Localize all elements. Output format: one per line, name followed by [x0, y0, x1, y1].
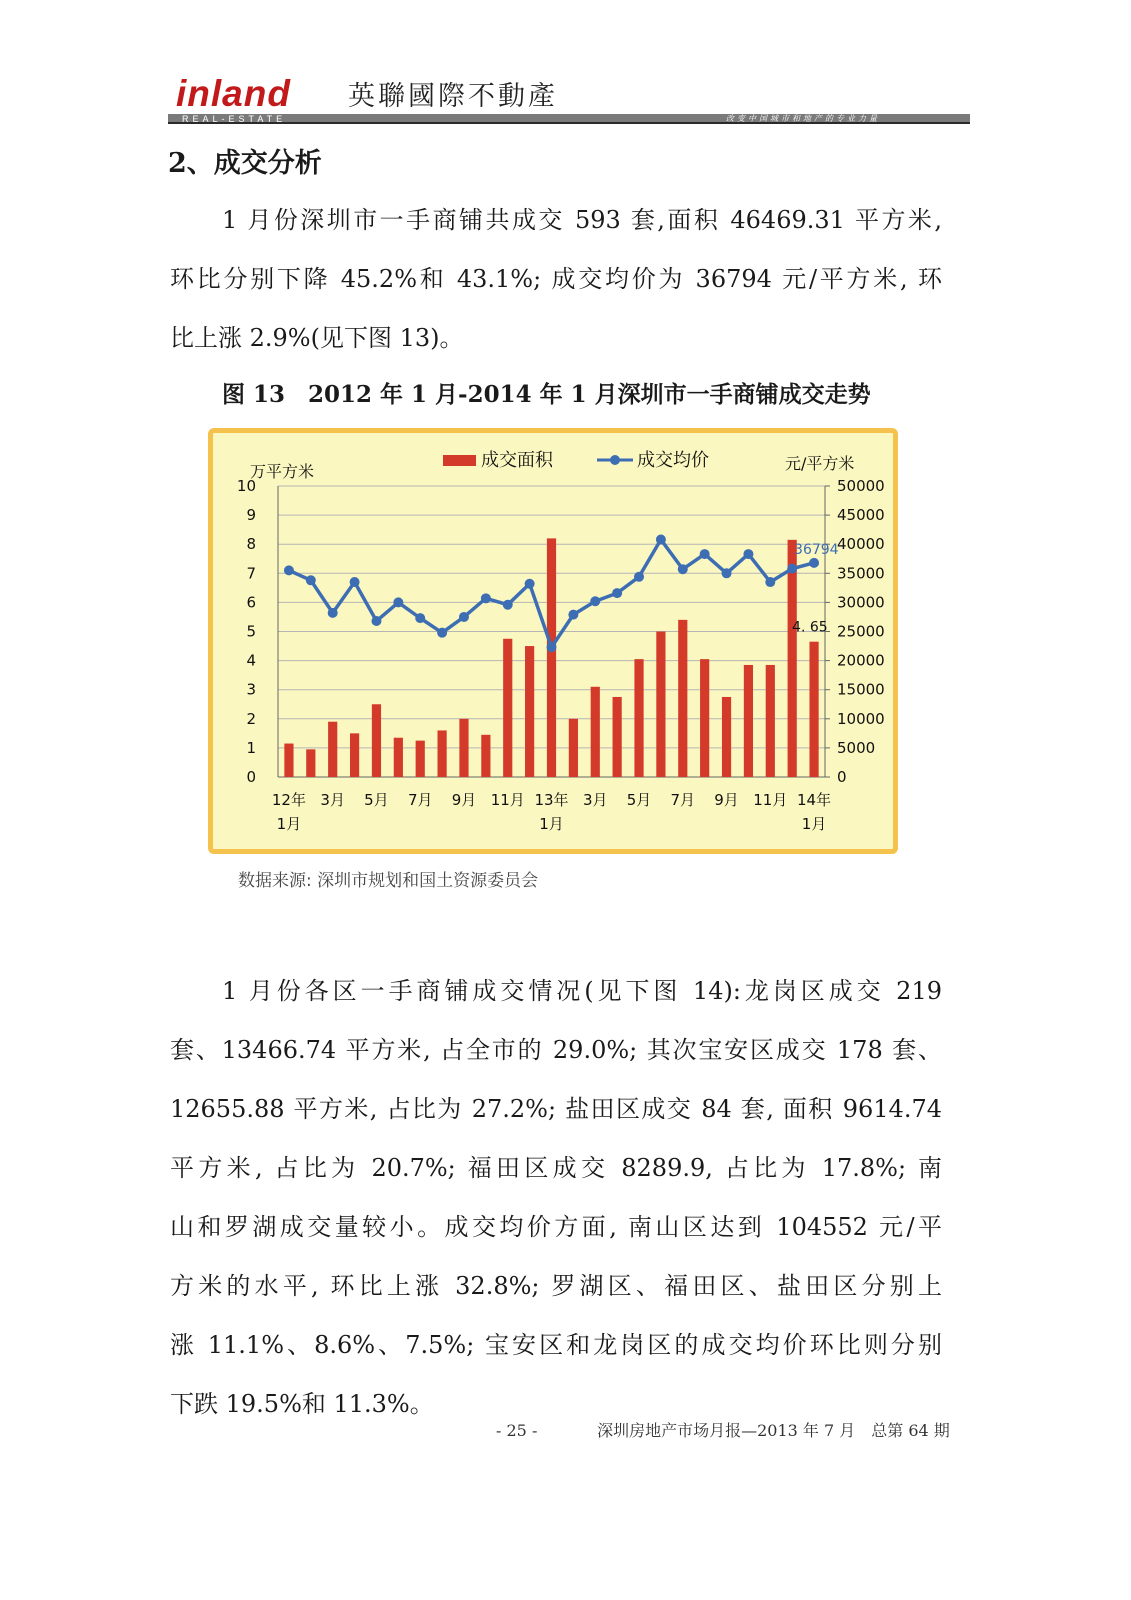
bar: [372, 704, 381, 777]
price-point: [328, 608, 338, 618]
x-tick-label: 1月: [539, 815, 564, 833]
y-right-tick-label: 50000: [837, 477, 885, 495]
bar: [438, 730, 447, 777]
bar: [809, 642, 818, 777]
legend-label-price: 成交均价: [637, 450, 709, 471]
price-point: [590, 596, 600, 606]
bar: [700, 659, 709, 777]
y-left-tick-label: 10: [236, 477, 256, 495]
price-point: [459, 612, 469, 622]
y-left-tick-label: 7: [246, 564, 256, 583]
price-point: [393, 597, 403, 607]
price-point: [678, 564, 688, 574]
y-left-tick-label: 5: [246, 622, 256, 641]
report-title: 深圳房地产市场月报—2013 年 7 月 总第 64 期: [597, 1421, 950, 1440]
bar: [284, 744, 293, 777]
price-point: [371, 616, 381, 626]
price-point: [743, 549, 753, 559]
x-tick-label: 7月: [407, 791, 433, 809]
bar: [591, 687, 600, 777]
paragraph-district: [170, 962, 942, 1434]
y-left-tick-label: 3: [246, 680, 256, 699]
paragraph-line: 比上涨 2.9%(见下图 13)。: [170, 324, 464, 352]
price-point: [306, 575, 316, 585]
price-point: [437, 628, 447, 638]
y-left-tick-label: 0: [246, 768, 256, 786]
price-point: [656, 535, 666, 545]
y-right-tick-label: 0: [837, 768, 847, 786]
y-right-tick-label: 15000: [837, 680, 885, 699]
price-point: [284, 565, 294, 575]
bar: [525, 646, 534, 777]
section-title: 2、成交分析: [168, 148, 322, 179]
bar: [722, 697, 731, 777]
bar: [634, 659, 643, 777]
x-tick-label: 11月: [753, 791, 788, 809]
y-right-tick-label: 10000: [837, 709, 885, 728]
bar: [766, 665, 775, 777]
paragraph-line: 山和罗湖成交量较小。成交均价方面, 南山区达到 104552 元/平: [170, 1213, 942, 1241]
header-slogan: 改变中国城市和地产的专业力量: [726, 114, 880, 123]
y-left-axis-title: 万平方米: [250, 462, 315, 481]
price-point: [634, 572, 644, 582]
legend-swatch-bar: [443, 455, 476, 466]
bar: [744, 665, 753, 777]
y-right-tick-label: 5000: [837, 738, 876, 757]
y-left-tick-label: 4: [246, 651, 256, 670]
x-tick-label: 7月: [670, 791, 696, 809]
y-right-axis-title: 元/平方米: [785, 454, 855, 473]
price-point: [765, 577, 775, 587]
price-point: [503, 600, 513, 610]
paragraph-line: 12655.88 平方米, 占比为 27.2%; 盐田区成交 84 套, 面积 9614.74: [170, 1095, 942, 1123]
price-point: [547, 642, 557, 652]
page-footer: [496, 1418, 950, 1444]
paragraph-line: 套、13466.74 平方米, 占全市的 29.0%; 其次宝安区成交 178 套、: [170, 1036, 942, 1064]
y-right-tick-label: 25000: [837, 622, 885, 641]
paragraph-line: 方米的水平, 环比上涨 32.8%; 罗湖区、福田区、盐田区分别上: [170, 1272, 942, 1300]
price-point: [700, 549, 710, 559]
chart-panel: [208, 428, 898, 854]
bar: [459, 719, 468, 777]
bar: [306, 749, 315, 777]
paragraph-line: 下跌 19.5%和 11.3%。: [170, 1390, 434, 1418]
figure-caption: 图 13 2012 年 1 月-2014 年 1 月深圳市一手商铺成交走势: [222, 381, 871, 408]
price-point: [787, 564, 797, 574]
brand-logo-subtitle: REAL-ESTATE: [182, 114, 287, 124]
x-tick-label: 12年: [271, 791, 306, 809]
legend-swatch-point: [610, 455, 620, 465]
paragraph-line: 涨 11.1%、8.6%、7.5%; 宝安区和龙岗区的成交均价环比则分别: [170, 1331, 942, 1359]
x-tick-label: 5月: [364, 791, 389, 809]
price-point: [809, 558, 819, 568]
bar: [678, 620, 687, 777]
bar: [350, 733, 359, 777]
bar: [481, 735, 490, 777]
bar: [503, 639, 512, 777]
y-right-tick-label: 35000: [837, 564, 885, 583]
x-tick-label: 3月: [582, 791, 608, 809]
price-point: [525, 579, 535, 589]
x-tick-label: 9月: [451, 791, 477, 809]
bar: [788, 540, 797, 777]
y-right-tick-label: 45000: [837, 506, 885, 525]
y-left-tick-label: 6: [246, 593, 256, 612]
price-point: [350, 577, 360, 587]
y-left-tick-label: 2: [246, 709, 256, 728]
x-tick-label: 13年: [534, 791, 569, 809]
bar: [547, 538, 556, 777]
paragraph-line: 1 月份深圳市一手商铺共成交 593 套,面积 46469.31 平方米,: [222, 206, 942, 234]
y-left-tick-label: 1: [246, 738, 256, 757]
y-right-tick-label: 30000: [837, 593, 885, 612]
page-number: - 25 -: [496, 1421, 538, 1440]
y-left-tick-label: 9: [246, 506, 256, 525]
y-left-tick-label: 8: [246, 535, 256, 554]
brand-logo-chinese: 英聯國際不動產: [348, 81, 558, 112]
x-tick-label: 1月: [801, 815, 827, 833]
x-tick-label: 9月: [714, 791, 739, 809]
bar: [656, 632, 665, 778]
area-data-label: 4. 65: [792, 619, 828, 636]
price-data-label: 36794: [794, 541, 839, 558]
x-tick-label: 3月: [320, 791, 345, 809]
x-tick-label: 5月: [626, 791, 652, 809]
bar: [394, 738, 403, 777]
x-tick-label: 14年: [797, 791, 832, 809]
price-point: [481, 593, 491, 603]
paragraph-line: 平方米, 占比为 20.7%; 福田区成交 8289.9, 占比为 17.8%; 南: [170, 1154, 942, 1182]
price-point: [415, 613, 425, 623]
paragraph-line: 1 月份各区一手商铺成交情况(见下图 14):龙岗区成交 219: [222, 977, 942, 1005]
data-source-note: 数据来源: 深圳市规划和国土资源委员会: [238, 871, 539, 891]
page-header: [168, 74, 970, 124]
x-tick-label: 11月: [490, 791, 525, 809]
price-point: [568, 610, 578, 620]
y-right-tick-label: 20000: [837, 651, 885, 670]
y-right-tick-label: 40000: [837, 535, 885, 554]
price-point: [722, 568, 732, 578]
x-tick-label: 1月: [276, 815, 302, 833]
price-point: [612, 588, 622, 598]
bar: [569, 719, 578, 777]
legend-label-area: 成交面积: [481, 450, 553, 471]
brand-logo-word: inland: [176, 73, 291, 114]
bar-line-chart: [213, 433, 893, 849]
bar: [416, 741, 425, 777]
bar: [328, 722, 337, 777]
paragraph-line: 环比分别下降 45.2%和 43.1%; 成交均价为 36794 元/平方米, 环: [170, 265, 942, 293]
paragraph-summary: [170, 191, 942, 368]
bar: [613, 697, 622, 777]
